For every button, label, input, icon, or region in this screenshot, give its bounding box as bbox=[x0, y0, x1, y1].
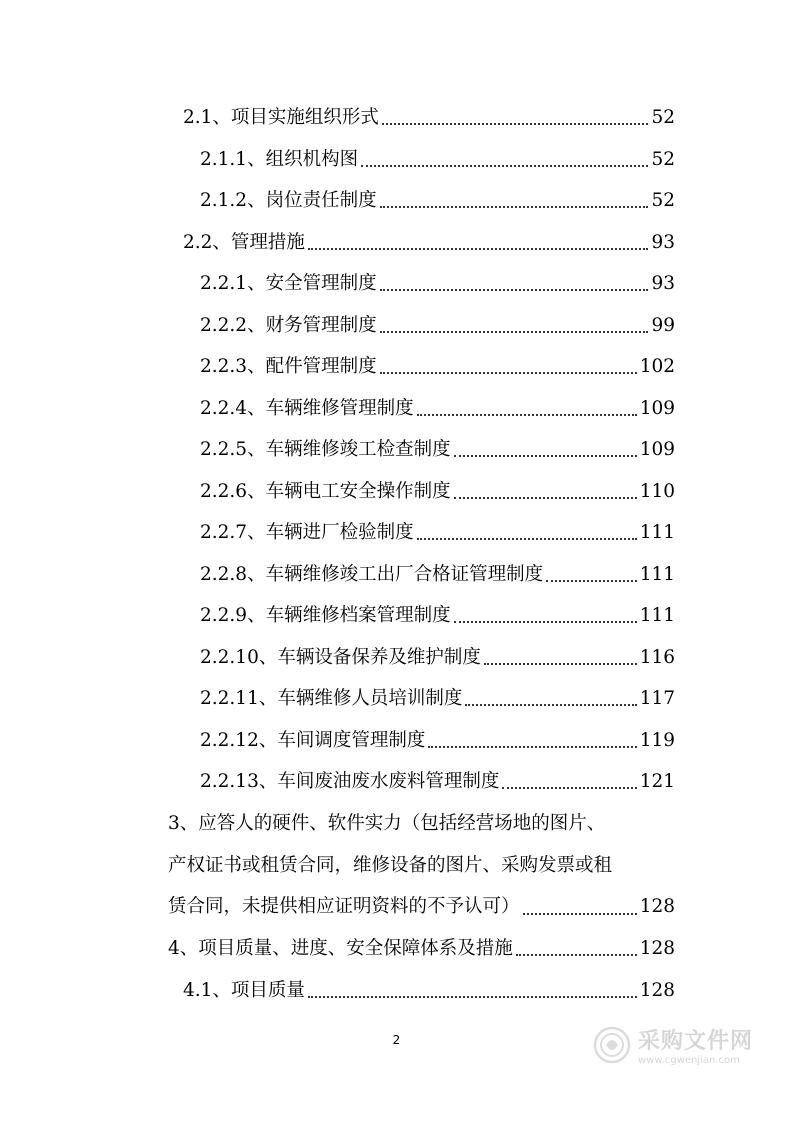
toc-entry-page: 111 bbox=[639, 522, 675, 543]
toc-entry-page: 128 bbox=[639, 980, 675, 1001]
toc-entry-line bbox=[168, 854, 675, 896]
toc-leader-dots bbox=[454, 621, 637, 623]
toc-entry-page: 117 bbox=[639, 688, 675, 709]
toc-entry[interactable] bbox=[200, 148, 675, 172]
toc-entry-page: 109 bbox=[639, 439, 675, 460]
toc-leader-dots bbox=[382, 123, 649, 125]
toc-entry-title: 2.1.2、岗位责任制度 bbox=[200, 190, 377, 211]
toc-leader-dots bbox=[380, 331, 649, 333]
toc-entry-title: 产权证书或租赁合同，维修设备的图片、采购发票或租 bbox=[168, 854, 613, 876]
toc-leader-dots bbox=[380, 372, 637, 374]
toc-entry[interactable] bbox=[200, 272, 675, 296]
toc-entry-title: 2.2.2、财务管理制度 bbox=[200, 315, 377, 336]
toc-entry-title: 2.2.4、车辆维修管理制度 bbox=[200, 398, 414, 419]
toc-entry-title: 2.2.9、车辆维修档案管理制度 bbox=[200, 605, 451, 626]
toc-entry-title: 赁合同，未提供相应证明资料的不予认可） bbox=[168, 896, 520, 917]
watermark-name: 采购文件网 bbox=[638, 1029, 754, 1054]
toc-leader-dots bbox=[380, 206, 649, 208]
toc-leader-dots bbox=[465, 704, 636, 706]
toc-entry[interactable] bbox=[200, 646, 675, 670]
toc-leader-dots bbox=[361, 165, 648, 167]
toc-entry-page: 110 bbox=[639, 481, 675, 502]
toc-entry-title: 2.2.7、车辆进厂检验制度 bbox=[200, 522, 414, 543]
toc-entry-title: 2.2.6、车辆电工安全操作制度 bbox=[200, 481, 451, 502]
toc-entry-title: 3、应答人的硬件、软件实力（包括经营场地的图片、 bbox=[168, 813, 606, 834]
toc-entry-title: 2.2、管理措施 bbox=[183, 232, 305, 253]
toc-entry-line bbox=[168, 895, 675, 937]
toc-entry-page: 99 bbox=[651, 315, 675, 336]
toc-leader-dots bbox=[484, 663, 637, 665]
toc-entry-page: 111 bbox=[639, 564, 675, 585]
toc-leader-dots bbox=[428, 746, 636, 748]
toc-entry-page: 52 bbox=[651, 149, 675, 170]
toc-entry-title: 2.2.10、车辆设备保养及维护制度 bbox=[200, 647, 481, 668]
watermark-url: www.cgwenjian.com bbox=[638, 1055, 740, 1066]
toc-leader-dots bbox=[417, 414, 637, 416]
toc-entry-page: 93 bbox=[651, 273, 675, 294]
toc-entry[interactable] bbox=[200, 189, 675, 213]
toc-entry[interactable] bbox=[200, 770, 675, 794]
toc-entry[interactable] bbox=[183, 231, 675, 255]
toc-entry-title: 2.2.1、安全管理制度 bbox=[200, 273, 377, 294]
toc-entry-page: 52 bbox=[651, 107, 675, 128]
watermark bbox=[592, 1024, 753, 1066]
toc-leader-dots bbox=[454, 497, 637, 499]
toc-entry-page: 121 bbox=[639, 771, 675, 792]
watermark-text bbox=[638, 1024, 753, 1066]
toc-leader-dots bbox=[523, 913, 637, 915]
toc-entry-title: 2.2.8、车辆维修竣工出厂合格证管理制度 bbox=[200, 564, 544, 585]
toc-entry-page: 111 bbox=[639, 605, 675, 626]
toc-entry-page: 128 bbox=[639, 938, 675, 959]
toc-leader-dots bbox=[502, 787, 636, 789]
toc-entry-title: 2.2.11、车辆维修人员培训制度 bbox=[200, 688, 463, 709]
toc-leader-dots bbox=[546, 580, 637, 582]
toc-leader-dots bbox=[417, 538, 637, 540]
toc-entry-page: 119 bbox=[639, 730, 675, 751]
toc-entry[interactable] bbox=[200, 521, 675, 545]
toc-entry-page: 109 bbox=[639, 398, 675, 419]
toc-entry-page: 52 bbox=[651, 190, 675, 211]
toc-entry-title: 4、项目质量、进度、安全保障体系及措施 bbox=[168, 938, 513, 959]
toc-entry[interactable] bbox=[183, 979, 675, 1003]
toc-entry[interactable] bbox=[200, 438, 675, 462]
toc-leader-dots bbox=[516, 954, 637, 956]
toc-leader-dots bbox=[454, 455, 637, 457]
cgwenjian-logo-icon bbox=[592, 1025, 632, 1065]
toc-entry[interactable] bbox=[200, 480, 675, 504]
toc-entry[interactable] bbox=[200, 729, 675, 753]
toc-leader-dots bbox=[380, 289, 649, 291]
toc-entry-title: 2.2.5、车辆维修竣工检查制度 bbox=[200, 439, 451, 460]
toc-leader-dots bbox=[308, 996, 637, 998]
toc-entry[interactable] bbox=[168, 937, 675, 961]
toc-entry[interactable] bbox=[200, 355, 675, 379]
toc-entry-page: 116 bbox=[639, 647, 675, 668]
toc-entry-title: 2.1、项目实施组织形式 bbox=[183, 107, 379, 128]
toc-entry[interactable] bbox=[200, 687, 675, 711]
toc-entry-title: 2.2.12、车间调度管理制度 bbox=[200, 730, 426, 751]
toc-entry[interactable] bbox=[200, 397, 675, 421]
toc-entry-title: 4.1、项目质量 bbox=[183, 980, 305, 1001]
toc-entry[interactable] bbox=[200, 604, 675, 628]
toc-entry-page: 93 bbox=[651, 232, 675, 253]
toc-entry[interactable] bbox=[200, 314, 675, 338]
toc-leader-dots bbox=[308, 248, 649, 250]
toc-entry-title: 2.2.3、配件管理制度 bbox=[200, 356, 377, 377]
page-number: 2 bbox=[392, 1033, 401, 1047]
toc-entry-line bbox=[168, 812, 675, 854]
toc-entry[interactable] bbox=[200, 563, 675, 587]
toc-entry[interactable] bbox=[183, 106, 675, 130]
toc-entry-section-3[interactable] bbox=[168, 812, 675, 937]
toc-entry-page: 128 bbox=[639, 896, 675, 917]
toc-entry-title: 2.1.1、组织机构图 bbox=[200, 149, 359, 170]
toc-entry-page: 102 bbox=[639, 356, 675, 377]
toc-entry-title: 2.2.13、车间废油废水废料管理制度 bbox=[200, 771, 500, 792]
